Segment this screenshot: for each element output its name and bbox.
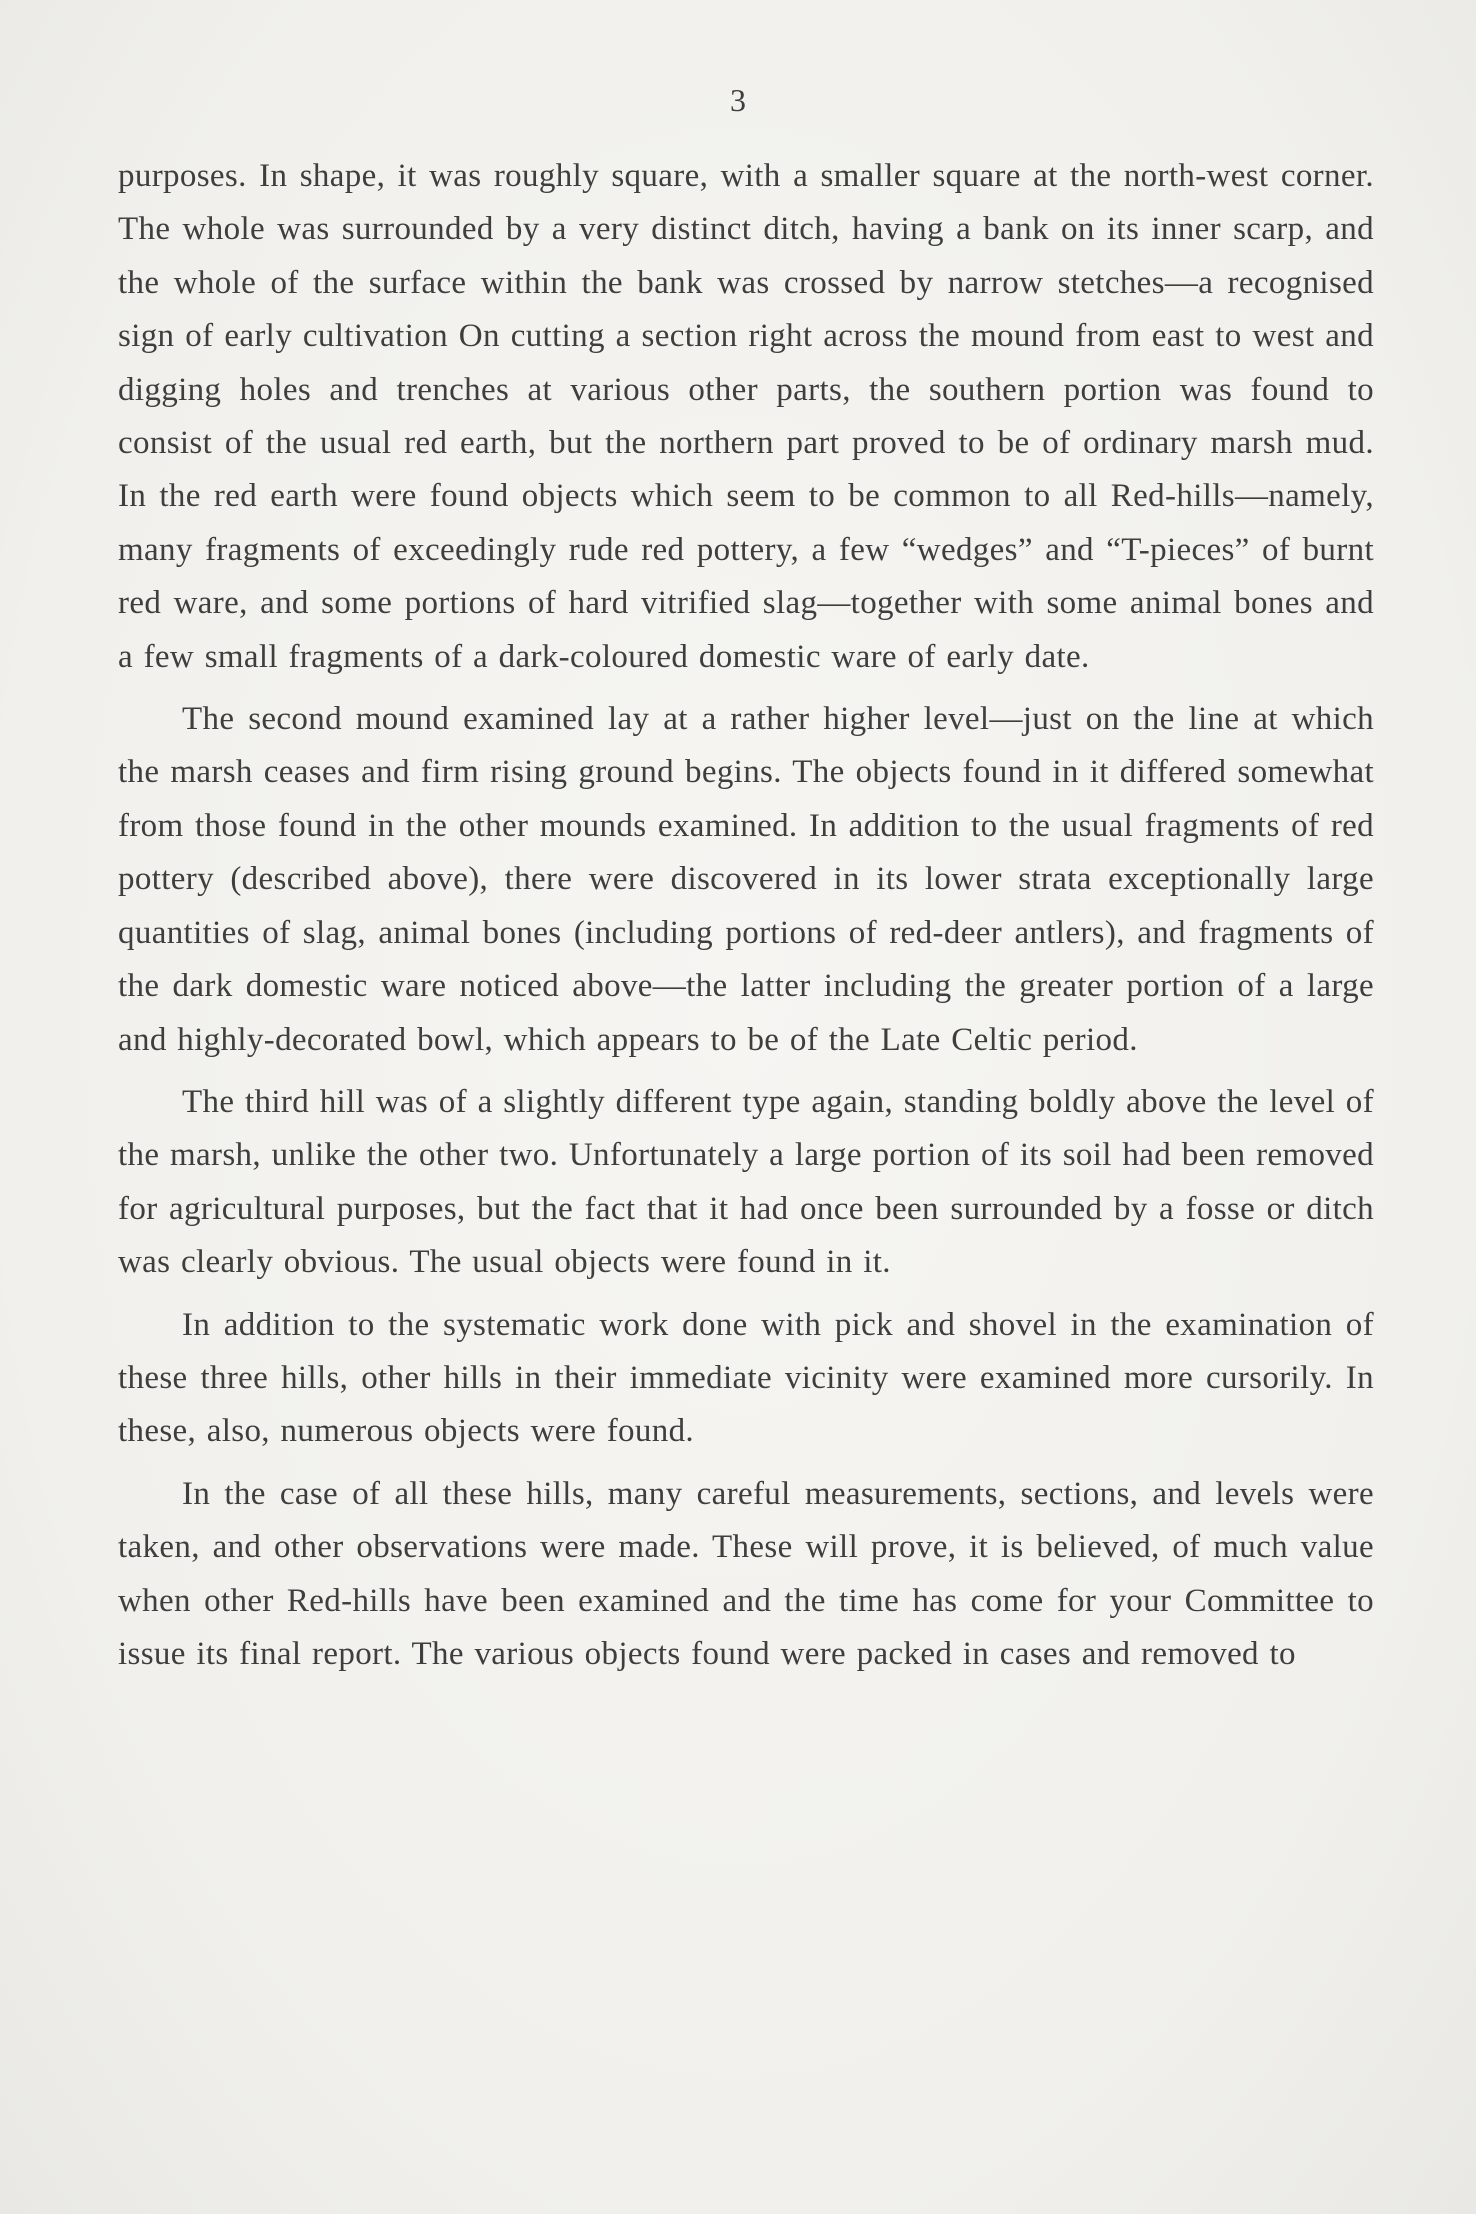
paragraph-1: purposes. In shape, it was roughly square, with a smaller square at the north-west corner. The whole was surrounded by a very distinct ditch, having a bank on its inner scarp, and the whole of the surface within the bank was crossed by narrow stetches—a recognised sign of early cultivation On cutting a section right across the mound from east to west and digging holes and trenches at various other parts, the southern portion was found to consist of the usual red earth, but the northern part proved to be of ordinary marsh mud. In the red earth were found objects which seem to be common to all Red-hills—namely, many fragments of exceedingly rude red pottery, a few “wedges” and “T-pieces” of burnt red ware, and some portions of hard vitrified slag—together with some animal bones and a few small fragments of a dark-coloured domestic ware of early date. [118,158,1374,675]
page-number: 3 [730,82,746,118]
paragraph-5: In the case of all these hills, many careful measurements, sections, and levels were taken, and other observations were made. These will prove, it is believed, of much value when other Red-hills have been examined and the time has come for your Committee to issue its final report. The various objects found were packed in cases and removed to [118,1475,1374,1672]
paragraph-2: The second mound examined lay at a rather higher level—just on the line at which the marsh ceases and firm rising ground begins. The objects found in it differed somewhat from those found in the other mounds examined. In addition to the usual fragments of red pottery (described above), there were discovered in its lower strata exceptionally large quantities of slag, animal bones (including portions of red-deer antlers), and fragments of the dark domestic ware noticed above—the latter including the greater portion of a large and highly-decorated bowl, which appears to be of the Late Celtic period. [118,701,1374,1058]
paragraph-3: The third hill was of a slightly different type again, standing boldly above the level of the marsh, unlike the other two. Unfortunately a large portion of its soil had been removed for agricultural purposes, but the fact that it had once been surrounded by a fosse or ditch was clearly obvious. The usual objects were found in it. [118,1083,1374,1281]
body-text [118,150,1374,1681]
paragraph-4: In addition to the systematic work done with pick and shovel in the examination of these three hills, other hills in their immediate vicinity were examined more cursorily. In these, also, numerous objects were found. [118,1306,1374,1450]
